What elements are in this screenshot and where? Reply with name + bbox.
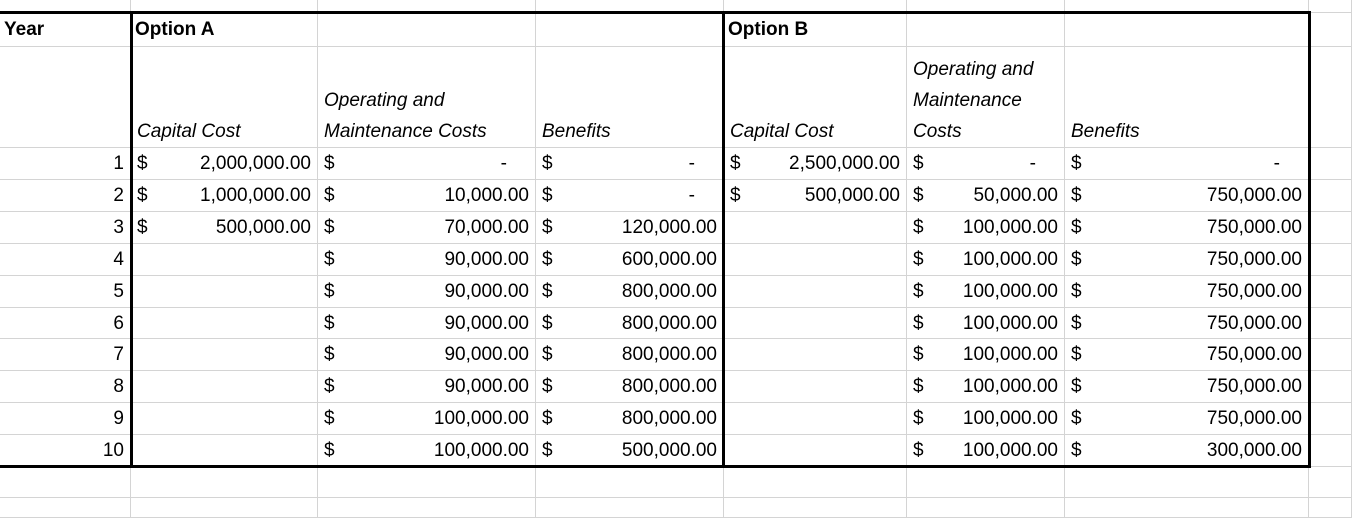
cell-a-ben[interactable] xyxy=(536,435,724,467)
amount-value: 90,000.00 xyxy=(444,313,529,334)
top-strip-cell[interactable] xyxy=(1309,0,1352,13)
currency-symbol: $ xyxy=(1071,313,1082,334)
currency-symbol: $ xyxy=(137,153,148,174)
amount-value: 100,000.00 xyxy=(962,376,1058,397)
cell-b-om[interactable] xyxy=(907,308,1065,339)
top-strip-cell[interactable] xyxy=(536,0,724,13)
zero-dash: - xyxy=(688,153,695,174)
empty-cell[interactable] xyxy=(1309,339,1352,371)
amount-value: 800,000.00 xyxy=(621,313,717,334)
empty-row-cell[interactable] xyxy=(1309,467,1352,498)
currency-symbol: $ xyxy=(730,185,741,206)
currency-symbol: $ xyxy=(913,153,924,174)
cell-a-cap[interactable] xyxy=(131,403,318,435)
empty-cell[interactable] xyxy=(1309,148,1352,180)
currency-symbol: $ xyxy=(913,344,924,365)
currency-symbol: $ xyxy=(913,185,924,206)
currency-symbol: $ xyxy=(137,185,148,206)
subheader-b-om-costs-text: Operating and Maintenance Costs xyxy=(913,59,1034,142)
cell-a-cap[interactable] xyxy=(131,276,318,308)
amount-value: 100,000.00 xyxy=(962,344,1058,365)
currency-symbol: $ xyxy=(324,281,335,302)
currency-symbol: $ xyxy=(137,217,148,238)
year-cell[interactable]: 1 xyxy=(0,148,131,180)
empty-cell[interactable] xyxy=(1309,244,1352,276)
currency-symbol: $ xyxy=(324,185,335,206)
empty-row-cell[interactable] xyxy=(131,467,318,498)
cell-a-cap[interactable] xyxy=(131,371,318,403)
currency-symbol: $ xyxy=(542,313,553,334)
currency-symbol: $ xyxy=(1071,408,1082,429)
amount-value: 500,000.00 xyxy=(621,440,717,461)
amount-value: 800,000.00 xyxy=(621,281,717,302)
amount-value: 100,000.00 xyxy=(433,408,529,429)
header-empty-b-ben[interactable] xyxy=(1065,13,1309,47)
cell-b-cap[interactable] xyxy=(724,148,907,180)
amount-value: 100,000.00 xyxy=(962,440,1058,461)
year-cell[interactable]: 9 xyxy=(0,403,131,435)
currency-symbol: $ xyxy=(542,185,553,206)
year-cell[interactable]: 2 xyxy=(0,180,131,212)
top-strip-cell[interactable] xyxy=(1065,0,1309,13)
cell-b-om[interactable] xyxy=(907,435,1065,467)
cell-b-ben[interactable] xyxy=(1065,308,1309,339)
amount-value: 2,500,000.00 xyxy=(789,153,900,174)
subheader-a-om-costs[interactable] xyxy=(318,47,536,148)
amount-value: 750,000.00 xyxy=(1206,185,1302,206)
top-strip-cell[interactable] xyxy=(724,0,907,13)
empty-cell[interactable] xyxy=(1309,371,1352,403)
header-option-a[interactable]: Option A xyxy=(131,13,318,47)
cell-a-cap[interactable] xyxy=(131,435,318,467)
subheader-a-benefits[interactable] xyxy=(536,47,724,148)
currency-symbol: $ xyxy=(542,153,553,174)
cell-b-om[interactable] xyxy=(907,244,1065,276)
subheader-a-benefits-text: Benefits xyxy=(542,121,611,142)
empty-cell[interactable] xyxy=(1309,435,1352,467)
cell-a-om[interactable] xyxy=(318,435,536,467)
cell-a-om[interactable] xyxy=(318,212,536,244)
cell-b-cap[interactable] xyxy=(724,212,907,244)
empty-row-cell[interactable] xyxy=(0,467,131,498)
empty-cell[interactable] xyxy=(1309,180,1352,212)
amount-value: 120,000.00 xyxy=(621,217,717,238)
year-cell[interactable]: 7 xyxy=(0,339,131,371)
currency-symbol: $ xyxy=(324,249,335,270)
currency-symbol: $ xyxy=(324,313,335,334)
cell-b-om[interactable] xyxy=(907,212,1065,244)
amount-value: 100,000.00 xyxy=(962,408,1058,429)
currency-symbol: $ xyxy=(913,217,924,238)
cell-a-ben[interactable] xyxy=(536,244,724,276)
year-cell[interactable]: 3 xyxy=(0,212,131,244)
cell-b-om[interactable] xyxy=(907,180,1065,212)
empty-row-cell[interactable] xyxy=(907,467,1065,498)
cell-b-ben[interactable] xyxy=(1065,212,1309,244)
cell-b-ben[interactable] xyxy=(1065,435,1309,467)
subheader-b-benefits[interactable] xyxy=(1065,47,1309,148)
amount-value: 800,000.00 xyxy=(621,408,717,429)
currency-symbol: $ xyxy=(542,408,553,429)
cell-a-ben[interactable] xyxy=(536,308,724,339)
cell-a-om[interactable] xyxy=(318,276,536,308)
amount-value: 500,000.00 xyxy=(215,217,311,238)
cell-b-ben[interactable] xyxy=(1065,244,1309,276)
amount-value: 750,000.00 xyxy=(1206,313,1302,334)
amount-value: 750,000.00 xyxy=(1206,408,1302,429)
amount-value: 800,000.00 xyxy=(621,344,717,365)
zero-dash: - xyxy=(1029,153,1036,174)
cell-b-om[interactable] xyxy=(907,276,1065,308)
empty-row-cell[interactable] xyxy=(318,498,536,518)
zero-dash: - xyxy=(688,185,695,206)
currency-symbol: $ xyxy=(1071,440,1082,461)
currency-symbol: $ xyxy=(1071,217,1082,238)
cell-b-cap[interactable] xyxy=(724,308,907,339)
empty-cell[interactable] xyxy=(1309,212,1352,244)
year-cell[interactable]: 5 xyxy=(0,276,131,308)
amount-value: 10,000.00 xyxy=(444,185,529,206)
top-strip-cell[interactable] xyxy=(318,0,536,13)
currency-symbol: $ xyxy=(1071,376,1082,397)
subheader-b-om-costs[interactable] xyxy=(907,47,1065,148)
year-cell[interactable]: 4 xyxy=(0,244,131,276)
year-cell[interactable]: 10 xyxy=(0,435,131,467)
currency-symbol: $ xyxy=(324,153,335,174)
cell-a-cap[interactable] xyxy=(131,339,318,371)
header-empty-a-om[interactable] xyxy=(318,13,536,47)
amount-value: 2,000,000.00 xyxy=(200,153,311,174)
amount-value: 300,000.00 xyxy=(1206,440,1302,461)
empty-row-cell[interactable] xyxy=(1065,498,1309,518)
empty-row-cell[interactable] xyxy=(724,498,907,518)
cell-a-ben[interactable] xyxy=(536,148,724,180)
zero-dash: - xyxy=(1273,153,1280,174)
amount-value: 800,000.00 xyxy=(621,376,717,397)
subheader-a-capital-cost-text: Capital Cost xyxy=(137,121,241,142)
amount-value: 600,000.00 xyxy=(621,249,717,270)
amount-value: 500,000.00 xyxy=(804,185,900,206)
top-strip-cell[interactable] xyxy=(0,0,131,13)
currency-symbol: $ xyxy=(913,376,924,397)
cell-a-ben[interactable] xyxy=(536,212,724,244)
currency-symbol: $ xyxy=(542,281,553,302)
amount-value: 90,000.00 xyxy=(444,281,529,302)
cell-b-cap[interactable] xyxy=(724,403,907,435)
top-strip-cell[interactable] xyxy=(131,0,318,13)
cell-a-om[interactable] xyxy=(318,148,536,180)
amount-value: 50,000.00 xyxy=(973,185,1058,206)
currency-symbol: $ xyxy=(913,440,924,461)
cell-b-cap[interactable] xyxy=(724,276,907,308)
year-cell[interactable]: 6 xyxy=(0,308,131,339)
empty-cell[interactable] xyxy=(1309,403,1352,435)
empty-row-cell[interactable] xyxy=(724,467,907,498)
amount-value: 750,000.00 xyxy=(1206,344,1302,365)
header-year[interactable]: Year xyxy=(0,13,131,47)
currency-symbol: $ xyxy=(1071,344,1082,365)
cell-b-om[interactable] xyxy=(907,371,1065,403)
cell-a-cap[interactable] xyxy=(131,308,318,339)
subheader-b-capital-cost[interactable] xyxy=(724,47,907,148)
cell-b-om[interactable] xyxy=(907,339,1065,371)
currency-symbol: $ xyxy=(730,153,741,174)
amount-value: 90,000.00 xyxy=(444,249,529,270)
amount-value: 100,000.00 xyxy=(962,281,1058,302)
currency-symbol: $ xyxy=(542,344,553,365)
year-cell[interactable]: 8 xyxy=(0,371,131,403)
currency-symbol: $ xyxy=(324,217,335,238)
subheader-b-benefits-text: Benefits xyxy=(1071,121,1140,142)
cell-b-ben[interactable] xyxy=(1065,339,1309,371)
subheader-a-om-costs-text: Operating and Maintenance Costs xyxy=(324,90,487,142)
cell-b-ben[interactable] xyxy=(1065,371,1309,403)
currency-symbol: $ xyxy=(1071,153,1082,174)
cell-a-cap[interactable] xyxy=(131,212,318,244)
cell-b-cap[interactable] xyxy=(724,435,907,467)
amount-value: 750,000.00 xyxy=(1206,281,1302,302)
currency-symbol: $ xyxy=(1071,249,1082,270)
currency-symbol: $ xyxy=(324,408,335,429)
empty-cell[interactable] xyxy=(1309,276,1352,308)
subheader-a-capital-cost[interactable] xyxy=(131,47,318,148)
cell-b-ben[interactable] xyxy=(1065,148,1309,180)
cell-a-cap[interactable] xyxy=(131,244,318,276)
amount-value: 1,000,000.00 xyxy=(200,185,311,206)
empty-row-cell[interactable] xyxy=(131,498,318,518)
cell-b-ben[interactable] xyxy=(1065,276,1309,308)
cell-a-ben[interactable] xyxy=(536,276,724,308)
cell-b-ben[interactable] xyxy=(1065,180,1309,212)
empty-row-cell[interactable] xyxy=(318,467,536,498)
currency-symbol: $ xyxy=(324,376,335,397)
subheader-b-capital-cost-text: Capital Cost xyxy=(730,121,834,142)
amount-value: 70,000.00 xyxy=(444,217,529,238)
cell-a-om[interactable] xyxy=(318,339,536,371)
cell-b-cap[interactable] xyxy=(724,244,907,276)
amount-value: 90,000.00 xyxy=(444,376,529,397)
currency-symbol: $ xyxy=(913,408,924,429)
cell-a-om[interactable] xyxy=(318,180,536,212)
empty-cell[interactable] xyxy=(1309,308,1352,339)
cell-a-om[interactable] xyxy=(318,371,536,403)
cell-b-cap[interactable] xyxy=(724,180,907,212)
header-empty-extra[interactable] xyxy=(1309,13,1352,47)
cell-a-om[interactable] xyxy=(318,403,536,435)
cell-a-om[interactable] xyxy=(318,244,536,276)
header-empty-b-om[interactable] xyxy=(907,13,1065,47)
amount-value: 100,000.00 xyxy=(962,249,1058,270)
header-option-b[interactable]: Option B xyxy=(724,13,907,47)
empty-row-cell[interactable] xyxy=(0,498,131,518)
empty-row-cell[interactable] xyxy=(1309,498,1352,518)
currency-symbol: $ xyxy=(324,440,335,461)
cell-a-cap[interactable] xyxy=(131,148,318,180)
cell-a-cap[interactable] xyxy=(131,180,318,212)
cell-a-om[interactable] xyxy=(318,308,536,339)
amount-value: 100,000.00 xyxy=(433,440,529,461)
cell-b-ben[interactable] xyxy=(1065,403,1309,435)
amount-value: 90,000.00 xyxy=(444,344,529,365)
cell-b-om[interactable] xyxy=(907,403,1065,435)
currency-symbol: $ xyxy=(542,249,553,270)
cell-a-ben[interactable] xyxy=(536,180,724,212)
currency-symbol: $ xyxy=(913,281,924,302)
amount-value: 100,000.00 xyxy=(962,217,1058,238)
subheader-year-empty[interactable] xyxy=(0,47,131,148)
empty-row-cell[interactable] xyxy=(907,498,1065,518)
currency-symbol: $ xyxy=(913,313,924,334)
currency-symbol: $ xyxy=(913,249,924,270)
empty-row-cell[interactable] xyxy=(536,467,724,498)
zero-dash: - xyxy=(500,153,507,174)
currency-symbol: $ xyxy=(542,376,553,397)
amount-value: 750,000.00 xyxy=(1206,217,1302,238)
cell-b-cap[interactable] xyxy=(724,339,907,371)
header-empty-a-ben[interactable] xyxy=(536,13,724,47)
currency-symbol: $ xyxy=(542,217,553,238)
top-strip-cell[interactable] xyxy=(907,0,1065,13)
subheader-empty-extra[interactable] xyxy=(1309,47,1352,148)
empty-row-cell[interactable] xyxy=(536,498,724,518)
currency-symbol: $ xyxy=(542,440,553,461)
currency-symbol: $ xyxy=(1071,185,1082,206)
cell-b-om[interactable] xyxy=(907,148,1065,180)
cell-a-ben[interactable] xyxy=(536,339,724,371)
amount-value: 750,000.00 xyxy=(1206,376,1302,397)
currency-symbol: $ xyxy=(1071,281,1082,302)
cell-a-ben[interactable] xyxy=(536,371,724,403)
empty-row-cell[interactable] xyxy=(1065,467,1309,498)
amount-value: 100,000.00 xyxy=(962,313,1058,334)
currency-symbol: $ xyxy=(324,344,335,365)
amount-value: 750,000.00 xyxy=(1206,249,1302,270)
cell-b-cap[interactable] xyxy=(724,371,907,403)
cell-a-ben[interactable] xyxy=(536,403,724,435)
